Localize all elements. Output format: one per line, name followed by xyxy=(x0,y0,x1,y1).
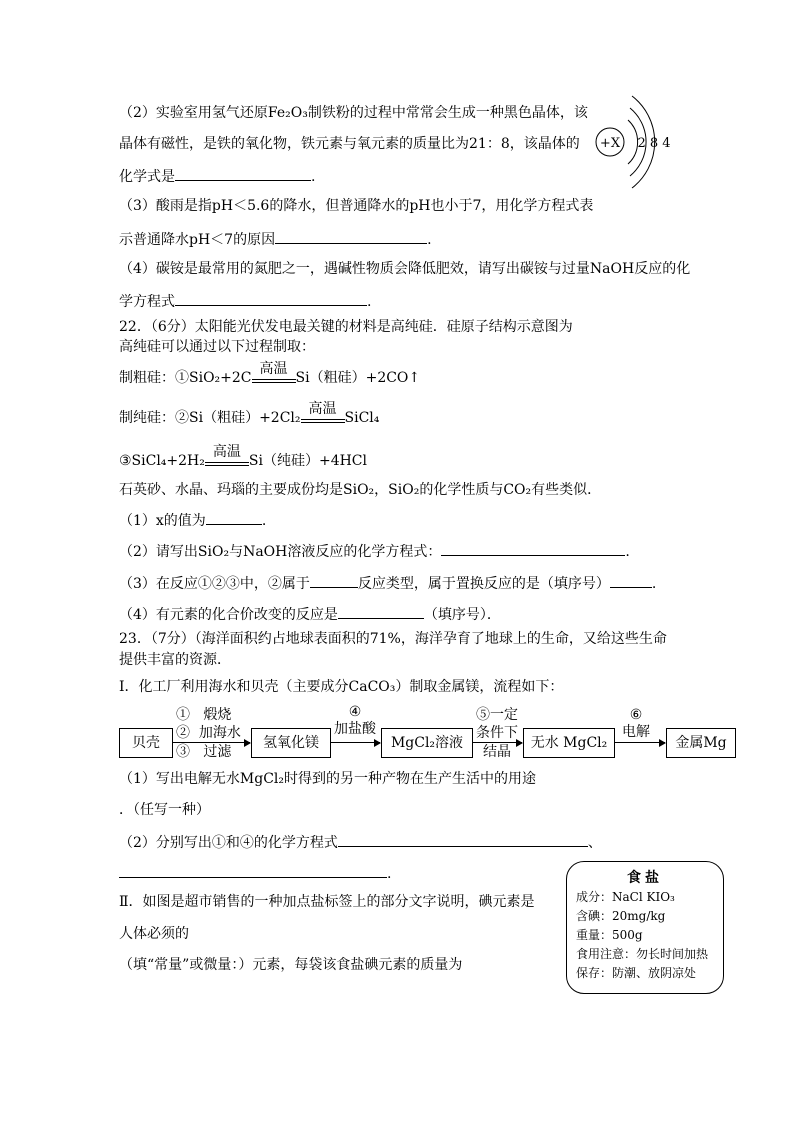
q23-sub2-line1 xyxy=(119,832,602,852)
period: . xyxy=(387,866,392,882)
q23-part2-line2: 人体必须的 xyxy=(119,926,189,942)
q23-part1: Ⅰ．化工厂利用海水和贝壳（主要成分CaCO₃）制取金属镁，流程如下： xyxy=(119,679,564,695)
q22-sub2-answer-blank[interactable] xyxy=(441,541,625,556)
salt-label-title: 食盐 xyxy=(627,870,663,886)
q21-p2-line1: （2）实验室用氢气还原Fe₂O₃制铁粉的过程中常常会生成一种黑色晶体，该 xyxy=(119,105,588,121)
salt-label xyxy=(566,861,724,994)
atom-structure-diagram xyxy=(586,86,696,196)
q22-sub2 xyxy=(119,541,630,561)
q22-sub1-label: （1）x的值为 xyxy=(119,513,206,529)
flow-step-5-line1: ⑤一定 xyxy=(476,707,518,723)
high-temp-equal-sign: 高温 xyxy=(205,452,249,470)
q22-reaction-3 xyxy=(119,444,367,470)
reaction-2-left: 制纯硅：②Si（粗硅）+2Cl₂ xyxy=(119,410,301,426)
salt-label-storage: 保存：防潮、放阴凉处 xyxy=(576,966,697,980)
q21-p2-label: 化学式是 xyxy=(119,169,175,185)
q23-part2-line3: （填“常量”或微量：）元素，每袋该食盐碘元素的质量为 xyxy=(119,957,463,973)
q21-p2-answer-blank[interactable] xyxy=(175,166,311,181)
flow-arrow-4 xyxy=(614,742,665,743)
q23-part2-line1: Ⅱ．如图是超市销售的一种加点盐标签上的部分文字说明，碘元素是 xyxy=(119,894,535,910)
flow-box-mgcl2-solution: MgCl₂溶液 xyxy=(381,728,473,758)
q21-p2-line3 xyxy=(119,166,315,186)
q22-heading: 22．（6分）太阳能光伏发电最关键的材料是高纯硅．硅原子结构示意图为 xyxy=(119,319,573,335)
salt-label-usage: 食用注意：勿长时间加热 xyxy=(576,947,709,961)
q21-p3-line1: （3）酸雨是指pH＜5.6的降水，但普通降水的pH也小于7，用化学方程式表 xyxy=(119,198,594,214)
q23-sub1-line2: ．（任写一种） xyxy=(119,802,210,818)
q22-sub3-label-2: 反应类型，属于置换反应的是（填序号） xyxy=(357,576,610,592)
high-temp-equal-sign: 高温 xyxy=(301,409,345,427)
flow-box-magnesium-hydroxide: 氢氧化镁 xyxy=(251,728,331,758)
reaction-1-left: 制粗硅：①SiO₂+2C xyxy=(119,370,252,386)
q22-heading-2: 高纯硅可以通过以下过程制取： xyxy=(119,339,315,355)
q23-sub1-line1: （1）写出电解无水MgCl₂时得到的另一种产物在生产生活中的用途 xyxy=(119,771,537,787)
q22-sub3-label: （3）在反应①②③中，②属于 xyxy=(119,576,310,592)
period: . xyxy=(625,544,630,560)
high-temp-equal-sign: 高温 xyxy=(252,369,296,387)
q22-sub2-label: （2）请写出SiO₂与NaOH溶液反应的化学方程式： xyxy=(119,544,442,560)
q21-p3-label: 示普通降水pH＜7的原因 xyxy=(119,232,276,248)
salt-label-weight: 重量：500g xyxy=(576,928,643,942)
nucleus-charge: +X xyxy=(599,136,621,151)
reaction-3-right: Si（纯硅）+4HCl xyxy=(248,453,367,469)
q22-sub4-answer-blank[interactable] xyxy=(338,604,424,619)
q21-p2-line2: 晶体有磁性，是铁的氧化物，铁元素与氧元素的质量比为21：8，该晶体的 xyxy=(119,136,580,152)
q23-heading-2: 提供丰富的资源． xyxy=(119,652,231,668)
q21-p4-answer-blank[interactable] xyxy=(175,291,367,306)
q22-sub4-label-2: （填序号）． xyxy=(423,607,501,623)
q23-heading: 23．（7分）（海洋面积约占地球表面积的71%，海洋孕育了地球上的生命，又给这些生命 xyxy=(119,631,667,647)
q22-sub3-answer-blank-1[interactable] xyxy=(310,573,358,588)
flow-box-shell: 贝壳 xyxy=(119,728,173,758)
q21-p4-line1: （4）碳铵是最常用的氮肥之一，遇碱性物质会降低肥效，请写出碳铵与过量NaOH反应的化 xyxy=(119,261,691,277)
q22-note: 石英砂、水晶、玛瑙的主要成份均是SiO₂，SiO₂的化学性质与CO₂有些类似． xyxy=(119,482,602,498)
q22-sub4 xyxy=(119,604,501,624)
reaction-3-left: ③SiCl₄+2H₂ xyxy=(119,453,205,469)
q21-p3-line2 xyxy=(119,229,432,249)
q23-sub2-answer-blank-2[interactable] xyxy=(119,863,387,878)
flow-step-2: ② 加海水 xyxy=(176,725,241,741)
electron-shell-1 xyxy=(628,120,638,164)
q23-sub2-answer-blank-1[interactable] xyxy=(338,832,588,847)
flow-step-5-line2: 条件下 xyxy=(476,725,518,741)
reaction-1-right: Si（粗硅）+2CO↑ xyxy=(295,370,421,386)
period: . xyxy=(367,294,372,310)
flow-step-1: ① 煅烧 xyxy=(176,707,232,723)
period: . xyxy=(651,576,657,592)
q22-reaction-1 xyxy=(119,361,421,387)
flow-step-6-label: 电解 xyxy=(622,724,650,740)
q22-reaction-2 xyxy=(119,401,380,427)
flow-step-4-label: 加盐酸 xyxy=(334,721,376,737)
q22-sub3-answer-blank-2[interactable] xyxy=(610,573,652,588)
q21-p4-label: 学方程式 xyxy=(119,294,175,310)
flow-step-4-number: ④ xyxy=(348,704,362,720)
flow-box-magnesium-metal: 金属Mg xyxy=(666,728,736,758)
salt-label-iodine: 含碘：20mg/kg xyxy=(576,909,666,923)
flow-step-3: ③ 过滤 xyxy=(176,744,232,760)
flow-box-anhydrous-mgcl2: 无水 MgCl₂ xyxy=(523,728,615,758)
flow-arrow-1 xyxy=(172,742,250,743)
flow-step-5-line3: 结晶 xyxy=(483,744,511,760)
q21-p4-line2 xyxy=(119,291,371,311)
q22-sub3 xyxy=(119,573,656,593)
q22-sub1-answer-blank[interactable] xyxy=(206,510,262,525)
q21-p3-answer-blank[interactable] xyxy=(275,229,427,244)
period: . xyxy=(311,169,316,185)
q22-sub1 xyxy=(119,510,266,530)
q23-sub2-label: （2）分别写出①和④的化学方程式 xyxy=(119,835,338,851)
electron-counts: 2 8 4 xyxy=(637,136,671,151)
period: . xyxy=(427,232,432,248)
salt-label-ingredients: 成分：NaCl KIO₃ xyxy=(576,890,675,904)
q23-sub2-line2 xyxy=(119,863,391,883)
flow-arrow-2 xyxy=(330,742,380,743)
flow-step-6-number: ⑥ xyxy=(629,707,643,723)
reaction-2-right: SiCl₄ xyxy=(344,410,380,426)
comma: 、 xyxy=(587,835,602,851)
period: . xyxy=(261,513,267,529)
flow-arrow-3 xyxy=(472,742,522,743)
q22-sub4-label: （4）有元素的化合价改变的反应是 xyxy=(119,607,338,623)
